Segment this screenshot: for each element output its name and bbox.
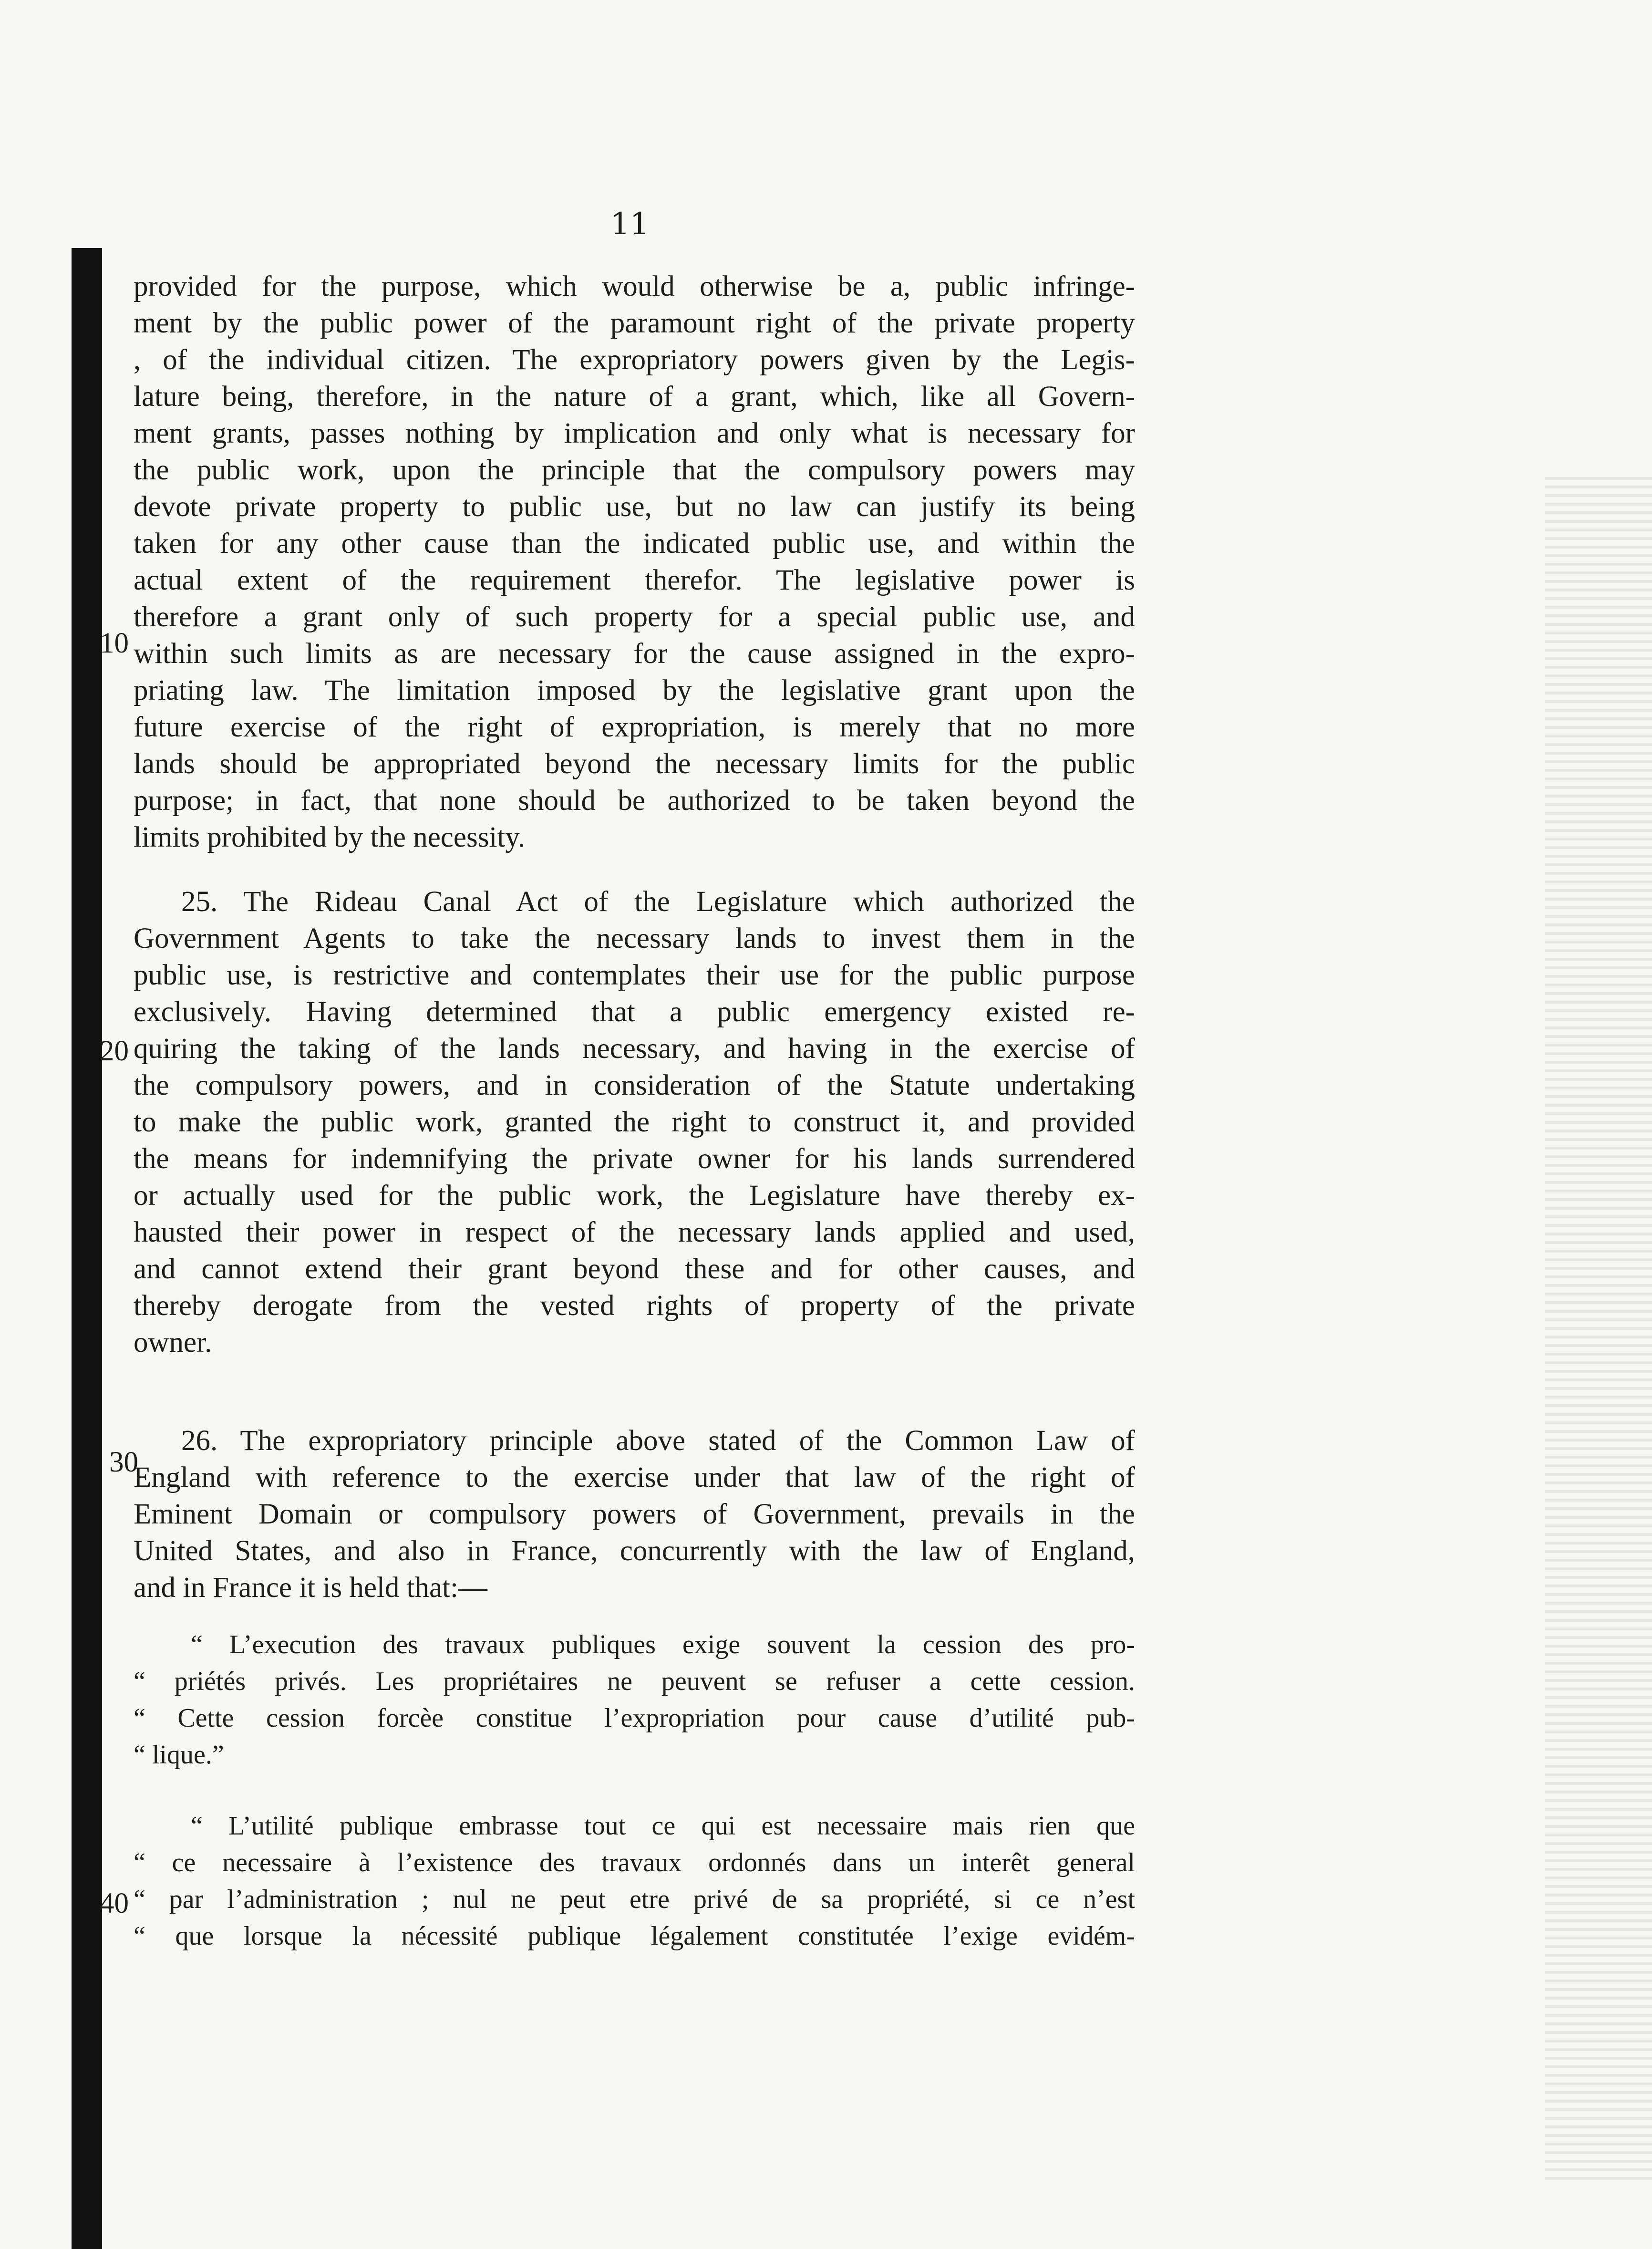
binding-edge [72, 248, 102, 2249]
scan-margin-strip [1545, 477, 1652, 2180]
line-number-10: 10 [100, 627, 129, 659]
text-line: and in France it is held that:— [134, 1572, 488, 1604]
text-line: limits prohibited by the necessity. [134, 821, 526, 853]
french-quote-line: “ par l’administration ; nul ne peut etre privé de sa propriété, si ce n’est [134, 1885, 1135, 1914]
text-line: owner. [134, 1327, 212, 1358]
text-line: therefore a grant only of such property for a special public use, and [134, 601, 1135, 633]
text-line: future exercise of the right of expropriation, is merely that no more [134, 711, 1135, 743]
text-line: to make the public work, granted the right to construct it, and provided [134, 1106, 1135, 1138]
text-line: and cannot extend their grant beyond these and for other causes, and [134, 1253, 1135, 1285]
text-line: quiring the taking of the lands necessary, and having in the exercise of [134, 1033, 1135, 1065]
text-line: or actually used for the public work, the Legislature have thereby ex- [134, 1180, 1135, 1212]
french-quote-line: “ Cette cession forcèe constitue l’expropriation pour cause d’utilité pub- [134, 1703, 1135, 1733]
line-number-20: 20 [100, 1035, 129, 1067]
text-line: ment grants, passes nothing by implication and only what is necessary for [134, 417, 1135, 449]
text-line: provided for the purpose, which would otherwise be a, public infringe- [134, 270, 1135, 302]
french-quote-line: “ L’execution des travaux publiques exige souvent la cession des pro- [191, 1630, 1135, 1659]
paragraph-25-start: 25. The Rideau Canal Act of the Legislature which authorized the [181, 886, 1135, 918]
page-number: 11 [610, 207, 650, 242]
text-line: the compulsory powers, and in consideration of the Statute undertaking [134, 1069, 1135, 1101]
text-line: the public work, upon the principle that the compulsory powers may [134, 454, 1135, 486]
french-quote-line: “ lique.” [134, 1740, 224, 1770]
text-line: England with reference to the exercise under that law of the right of [134, 1461, 1135, 1493]
french-quote-line: “ ce necessaire à l’existence des travaux ordonnés dans un interêt general [134, 1848, 1135, 1877]
text-line: within such limits as are necessary for the cause assigned in the expro- [134, 638, 1135, 670]
line-number-40: 40 [100, 1887, 129, 1919]
text-line: the means for indemnifying the private owner for his lands surrendered [134, 1143, 1135, 1175]
line-number-30: 30 [109, 1446, 138, 1478]
french-quote-line: “ que lorsque la nécessité publique légalement constitutée l’exige evidém- [134, 1921, 1135, 1951]
text-line: ment by the public power of the paramount right of the private property [134, 307, 1135, 339]
text-line: thereby derogate from the vested rights of property of the private [134, 1290, 1135, 1322]
text-line: , of the individual citizen. The expropriatory powers given by the Legis- [134, 344, 1135, 376]
text-line: purpose; in fact, that none should be authorized to be taken beyond the [134, 785, 1135, 817]
text-line: actual extent of the requirement therefor. The legislative power is [134, 564, 1135, 596]
text-line: taken for any other cause than the indicated public use, and within the [134, 528, 1135, 560]
text-line: Eminent Domain or compulsory powers of Government, prevails in the [134, 1498, 1135, 1530]
text-line: public use, is restrictive and contemplates their use for the public purpose [134, 959, 1135, 991]
french-quote-line: “ L’utilité publique embrasse tout ce qui est necessaire mais rien que [191, 1811, 1135, 1841]
text-line: United States, and also in France, concurrently with the law of England, [134, 1535, 1135, 1567]
text-line: lature being, therefore, in the nature of a grant, which, like all Govern- [134, 381, 1135, 413]
text-line: priating law. The limitation imposed by the legislative grant upon the [134, 674, 1135, 706]
text-line: Government Agents to take the necessary lands to invest them in the [134, 922, 1135, 954]
text-line: devote private property to public use, but no law can justify its being [134, 491, 1135, 523]
french-quote-line: “ priétés privés. Les propriétaires ne peuvent se refuser a cette cession. [134, 1667, 1135, 1696]
text-line: exclusively. Having determined that a public emergency existed re- [134, 996, 1135, 1028]
paragraph-26-start: 26. The expropriatory principle above stated of the Common Law of [181, 1425, 1135, 1457]
text-line: lands should be appropriated beyond the necessary limits for the public [134, 748, 1135, 780]
text-line: hausted their power in respect of the necessary lands applied and used, [134, 1216, 1135, 1248]
